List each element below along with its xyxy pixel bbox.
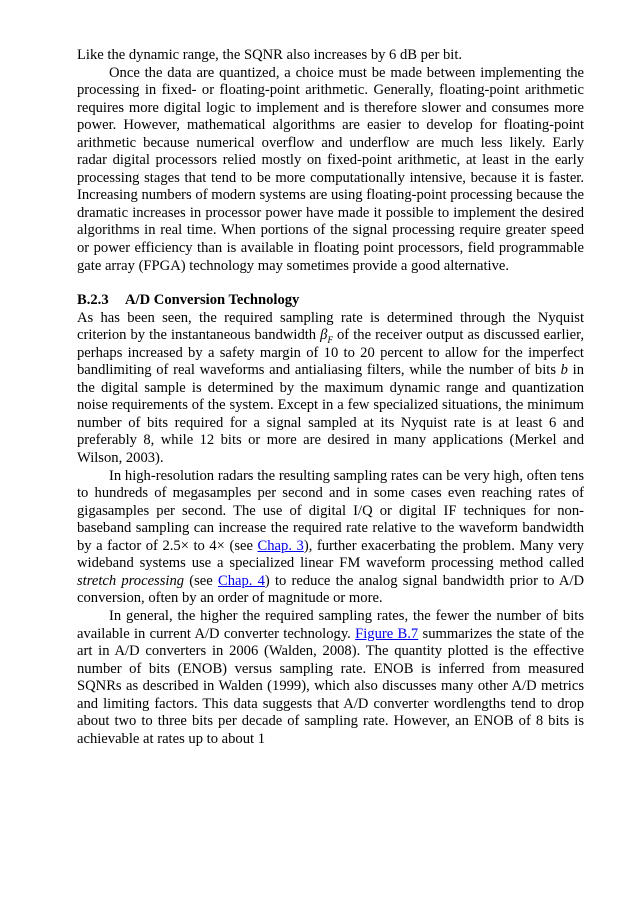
text-run: In general, the higher the required sampling rates, the fewer the number of bits available in current A/D converter technology.: [77, 607, 584, 642]
text-run: (see: [184, 572, 218, 589]
bits-symbol: b: [560, 362, 568, 379]
text-run: ), further exacerbating the problem. Many very wideband systems use a specialized linear FM waveform processing method called: [77, 537, 584, 572]
section-number: B.2.3: [77, 292, 109, 309]
section-heading: [77, 292, 584, 310]
paragraph-state-of-art: [77, 608, 584, 748]
paragraph-sqnr: Like the dynamic range, the SQNR also increases by 6 dB per bit.: [77, 47, 463, 63]
text-run: In high-resolution radars the resulting sampling rates can be very high, often tens to hundreds of megasamples per second and in some cases even reaching rates of gigasamples per second. The use of digital I/Q or digital IF techniques for non-baseband sampling can increase the required rate relative to the waveform bandwidth by a factor of 2.5× to 4× (see: [77, 467, 584, 554]
figure-b7-link[interactable]: Figure B.7: [355, 625, 419, 642]
paragraph-sampling-rate: [77, 310, 584, 468]
chap-3-link[interactable]: Chap. 3: [257, 537, 304, 554]
chap-4-link[interactable]: Chap. 4: [217, 572, 265, 589]
paragraph-arithmetic: Once the data are quantized, a choice must be made between implementing the processing in fixed- or floating-point arithmetic. Generally, floating-point arithmetic requires more digital logic to implement and is therefore slower and consumes more power. However, mathematical algorithms are easier to develop for floating-point arithmetic because numerical overflow and underflow are much less likely. Early radar digital processors relied mostly on fixed-point arithmetic, at least in the early processing stages that tend to be more computationally intensive, because it is faster. Increasing numbers of modern systems are using floating-point processing because the dramatic increases in processor power have made it possible to implement the desired algorithms in real time. When portions of the signal processing require greater speed or power efficiency than is available in floating point processors, field programmable gate array (FPGA) technology may sometimes provide a good alternative.: [77, 64, 584, 274]
section-title: A/D Conversion Technology: [125, 292, 300, 309]
page-body: [77, 47, 584, 748]
text-run: in the digital sample is determined by the maximum dynamic range and quantization noise requirements of the system. Except in a few specialized situations, the minimum number of bits required for a signal sampled at its Nyquist rate is at least 6 and preferably 8, while 12 bits or more are desired in many applications (Merkel and Wilson, 2003).: [77, 362, 584, 467]
text-run: ) to reduce the analog signal bandwidth prior to A/D conversion, often by an order of magnitude or more.: [77, 572, 585, 607]
stretch-processing-term: stretch processing: [77, 572, 185, 589]
beta-symbol: β: [320, 327, 328, 344]
beta-subscript: F: [327, 335, 333, 346]
paragraph-high-resolution: [77, 468, 584, 608]
text-run: summarizes the state of the art in A/D converters in 2006 (Walden, 2008). The quantity plotted is the effective number of bits (ENOB) versus sampling rate. ENOB is inferred from measured SQNRs as described in Walden (1999), which also discusses many other A/D metrics and limiting factors. This data suggests that A/D converter wordlengths tend to drop about two to three bits per decade of sampling rate. However, an ENOB of 8 bits is achievable at rates up to about 1: [77, 625, 584, 747]
text-run: As has been seen, the required sampling rate is determined through the Nyquist criterion by the instantaneous bandwidth: [77, 309, 584, 344]
text-run: of the receiver output as discussed earlier, perhaps increased by a safety margin of 10 to 20 percent to allow for the imperfect bandlimiting of real waveforms and antialiasing filters, while the number of bits: [77, 327, 584, 379]
